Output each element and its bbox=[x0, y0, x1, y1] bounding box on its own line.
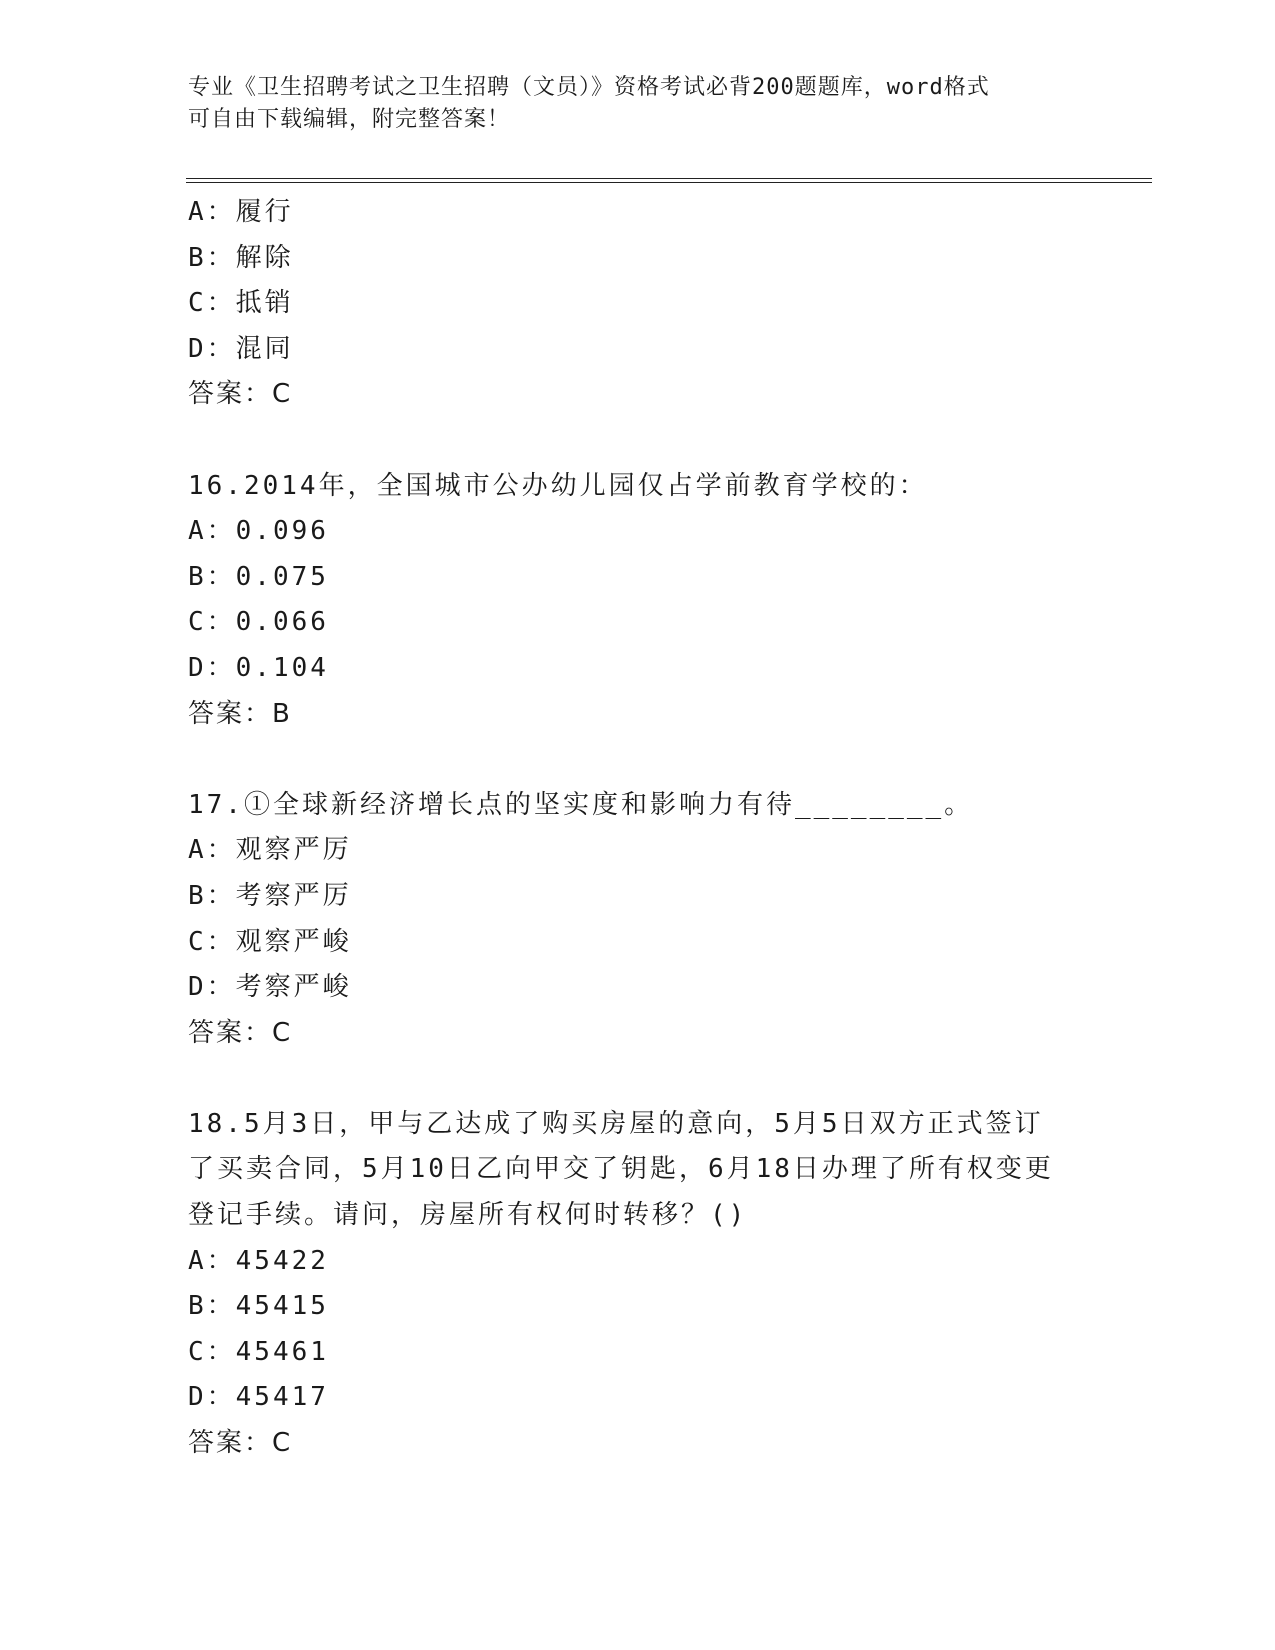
spacer bbox=[188, 1056, 1088, 1102]
option-c: C：观察严峻 bbox=[188, 926, 352, 957]
option-a: A：履行 bbox=[188, 197, 294, 227]
option-d: D：0.104 bbox=[188, 652, 329, 683]
option-a: A：0.096 bbox=[188, 516, 329, 547]
question-list bbox=[188, 190, 1088, 1467]
option-a: A：观察严厉 bbox=[188, 835, 352, 866]
option-c: C：0.066 bbox=[188, 607, 329, 638]
header-divider-top bbox=[186, 178, 1152, 179]
option-d: D：45417 bbox=[188, 1382, 329, 1413]
header-line-1: 专业《卫生招聘考试之卫生招聘（文员）》资格考试必背200题题库，word格式 bbox=[188, 75, 990, 100]
header-line-2: 可自由下载编辑，附完整答案！ bbox=[188, 107, 511, 132]
question-text: 16.2014年，全国城市公办幼儿园仅占学前教育学校的： bbox=[188, 470, 928, 501]
question-16 bbox=[188, 464, 1088, 738]
question-15 bbox=[188, 190, 1088, 418]
question-text: 17.①全球新经济增长点的坚实度和影响力有待________。 bbox=[188, 789, 974, 820]
answer: 答案：B bbox=[188, 698, 292, 729]
option-d: D：考察严峻 bbox=[188, 972, 352, 1003]
option-c: C：45461 bbox=[188, 1336, 329, 1367]
spacer bbox=[188, 737, 1088, 783]
option-c: C：抵销 bbox=[188, 288, 294, 319]
question-18 bbox=[188, 1102, 1088, 1467]
option-a: A：45422 bbox=[188, 1245, 329, 1276]
option-b: B：0.075 bbox=[188, 561, 329, 592]
answer: 答案：C bbox=[188, 1017, 293, 1048]
answer: 答案：C bbox=[188, 1428, 293, 1459]
header-divider-bottom bbox=[186, 182, 1152, 183]
question-text: 18.5月3日，甲与乙达成了购买房屋的意向，5月5日双方正式签订了买卖合同，5月10日乙向甲交了钥匙，6月18日办理了所有权变更登记手续。请问，房屋所有权何时转移？() bbox=[188, 1108, 1054, 1231]
document-header bbox=[188, 72, 1068, 136]
spacer bbox=[188, 418, 1088, 464]
option-d: D：混同 bbox=[188, 333, 294, 364]
option-b: B：考察严厉 bbox=[188, 880, 352, 911]
option-b: B：解除 bbox=[188, 242, 294, 273]
answer: 答案：C bbox=[188, 379, 293, 410]
question-17 bbox=[188, 783, 1088, 1057]
option-b: B：45415 bbox=[188, 1291, 329, 1322]
